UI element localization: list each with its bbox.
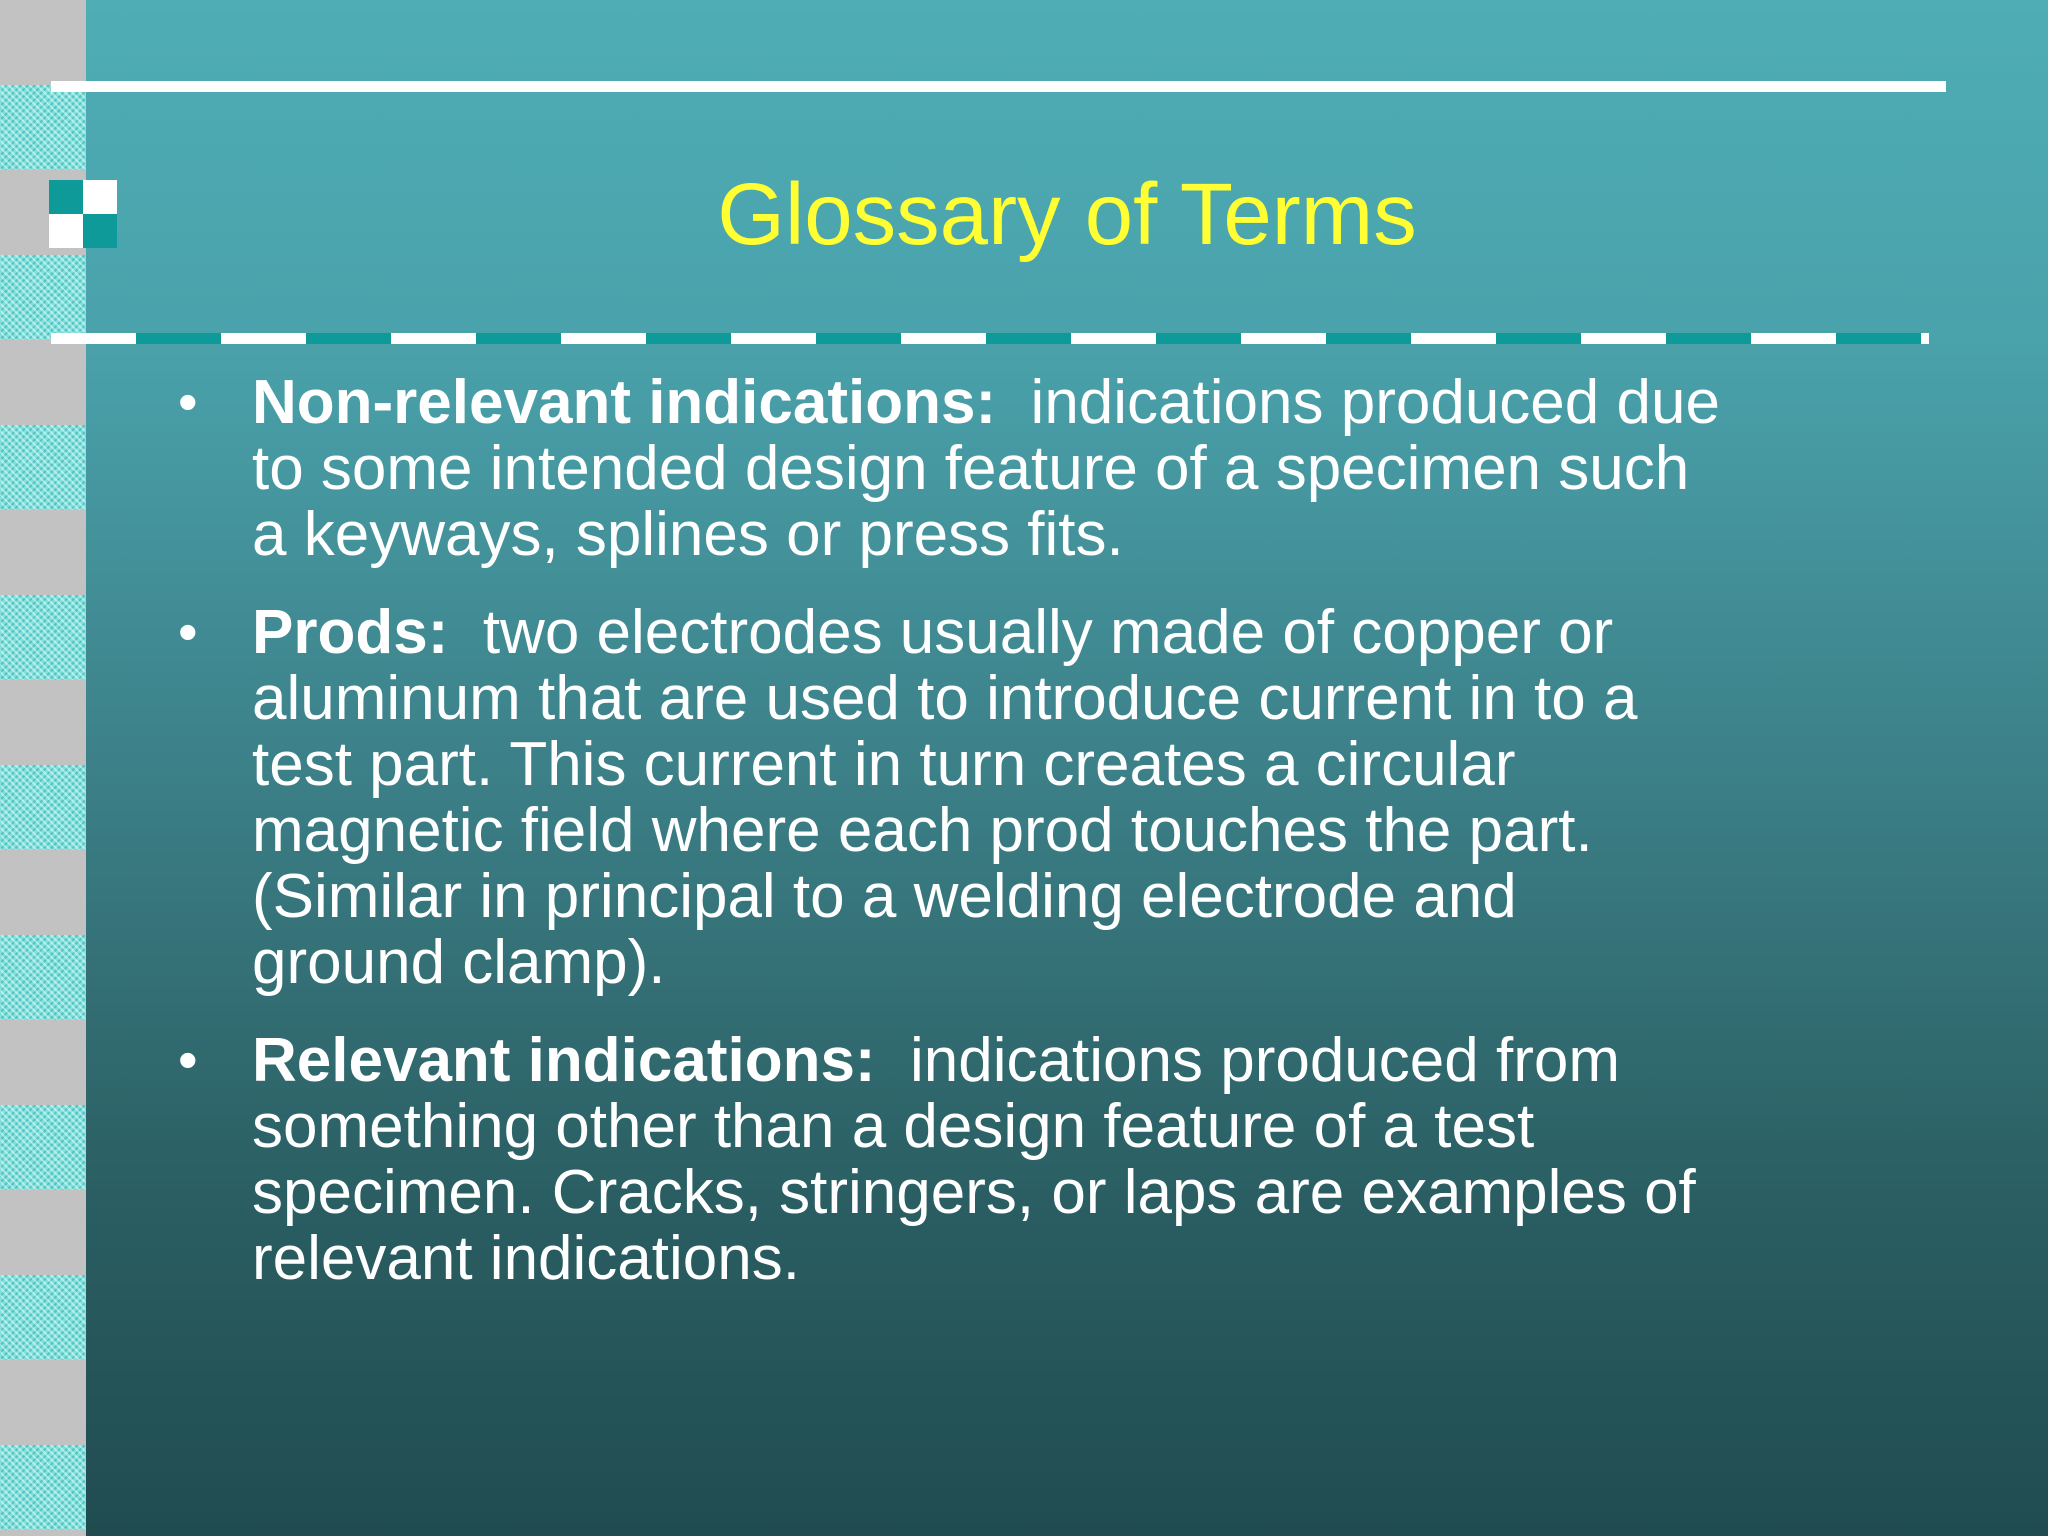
definition-line: ground clamp). — [252, 928, 666, 997]
strip-cell — [0, 1190, 86, 1275]
definition-line: relevant indications. — [252, 1224, 800, 1293]
definition-line: test part. This current in turn creates a circular — [252, 730, 1516, 799]
definition-line: magnetic field where each prod touches the part. — [252, 796, 1593, 865]
strip-cell — [0, 510, 86, 595]
definition-line — [252, 600, 1892, 666]
slide-title: Glossary of Terms — [717, 166, 1417, 263]
glossary-item-relevant-indications — [172, 1028, 1892, 1292]
strip-cell — [0, 1445, 86, 1530]
glossary-term: Non-relevant indications: — [252, 368, 997, 437]
strip-cell — [0, 1360, 86, 1445]
glossary-term: Relevant indications: — [252, 1026, 876, 1095]
definition-line — [252, 1028, 1892, 1094]
top-rule — [51, 81, 1946, 92]
glossary-list — [172, 370, 1892, 1324]
definition-line: a keyways, splines or press fits. — [252, 500, 1124, 569]
glossary-term: Prods: — [252, 598, 449, 667]
strip-cell — [0, 340, 86, 425]
definition-line: aluminum that are used to introduce current in to a — [252, 664, 1638, 733]
bullet-icon: • — [178, 370, 198, 433]
definition-text: indications produced from — [910, 1026, 1620, 1095]
bullet-icon: • — [178, 1028, 198, 1091]
definition-line: specimen. Cracks, stringers, or laps are examples of — [252, 1158, 1696, 1227]
definition-line: to some intended design feature of a specimen such — [252, 434, 1690, 503]
definition-text: indications produced due — [1030, 368, 1720, 437]
strip-cell — [0, 935, 86, 1020]
strip-cell — [0, 765, 86, 850]
strip-cell — [0, 680, 86, 765]
strip-cell — [0, 255, 86, 340]
definition-line: (Similar in principal to a welding electrode and — [252, 862, 1517, 931]
definition-line — [252, 370, 1892, 436]
strip-cell — [0, 595, 86, 680]
strip-cell — [0, 425, 86, 510]
dashed-divider — [51, 333, 1929, 344]
strip-cell — [0, 1530, 86, 1536]
glossary-item-non-relevant-indications — [172, 370, 1892, 568]
definition-line: something other than a design feature of a test — [252, 1092, 1535, 1161]
strip-cell — [0, 1105, 86, 1190]
strip-cell — [0, 0, 86, 85]
strip-cell — [0, 1275, 86, 1360]
definition-text: two electrodes usually made of copper or — [482, 598, 1614, 667]
bullet-icon: • — [178, 600, 198, 663]
glossary-item-prods — [172, 600, 1892, 996]
strip-cell — [0, 850, 86, 935]
strip-cell — [0, 1020, 86, 1105]
strip-cell — [0, 85, 86, 170]
